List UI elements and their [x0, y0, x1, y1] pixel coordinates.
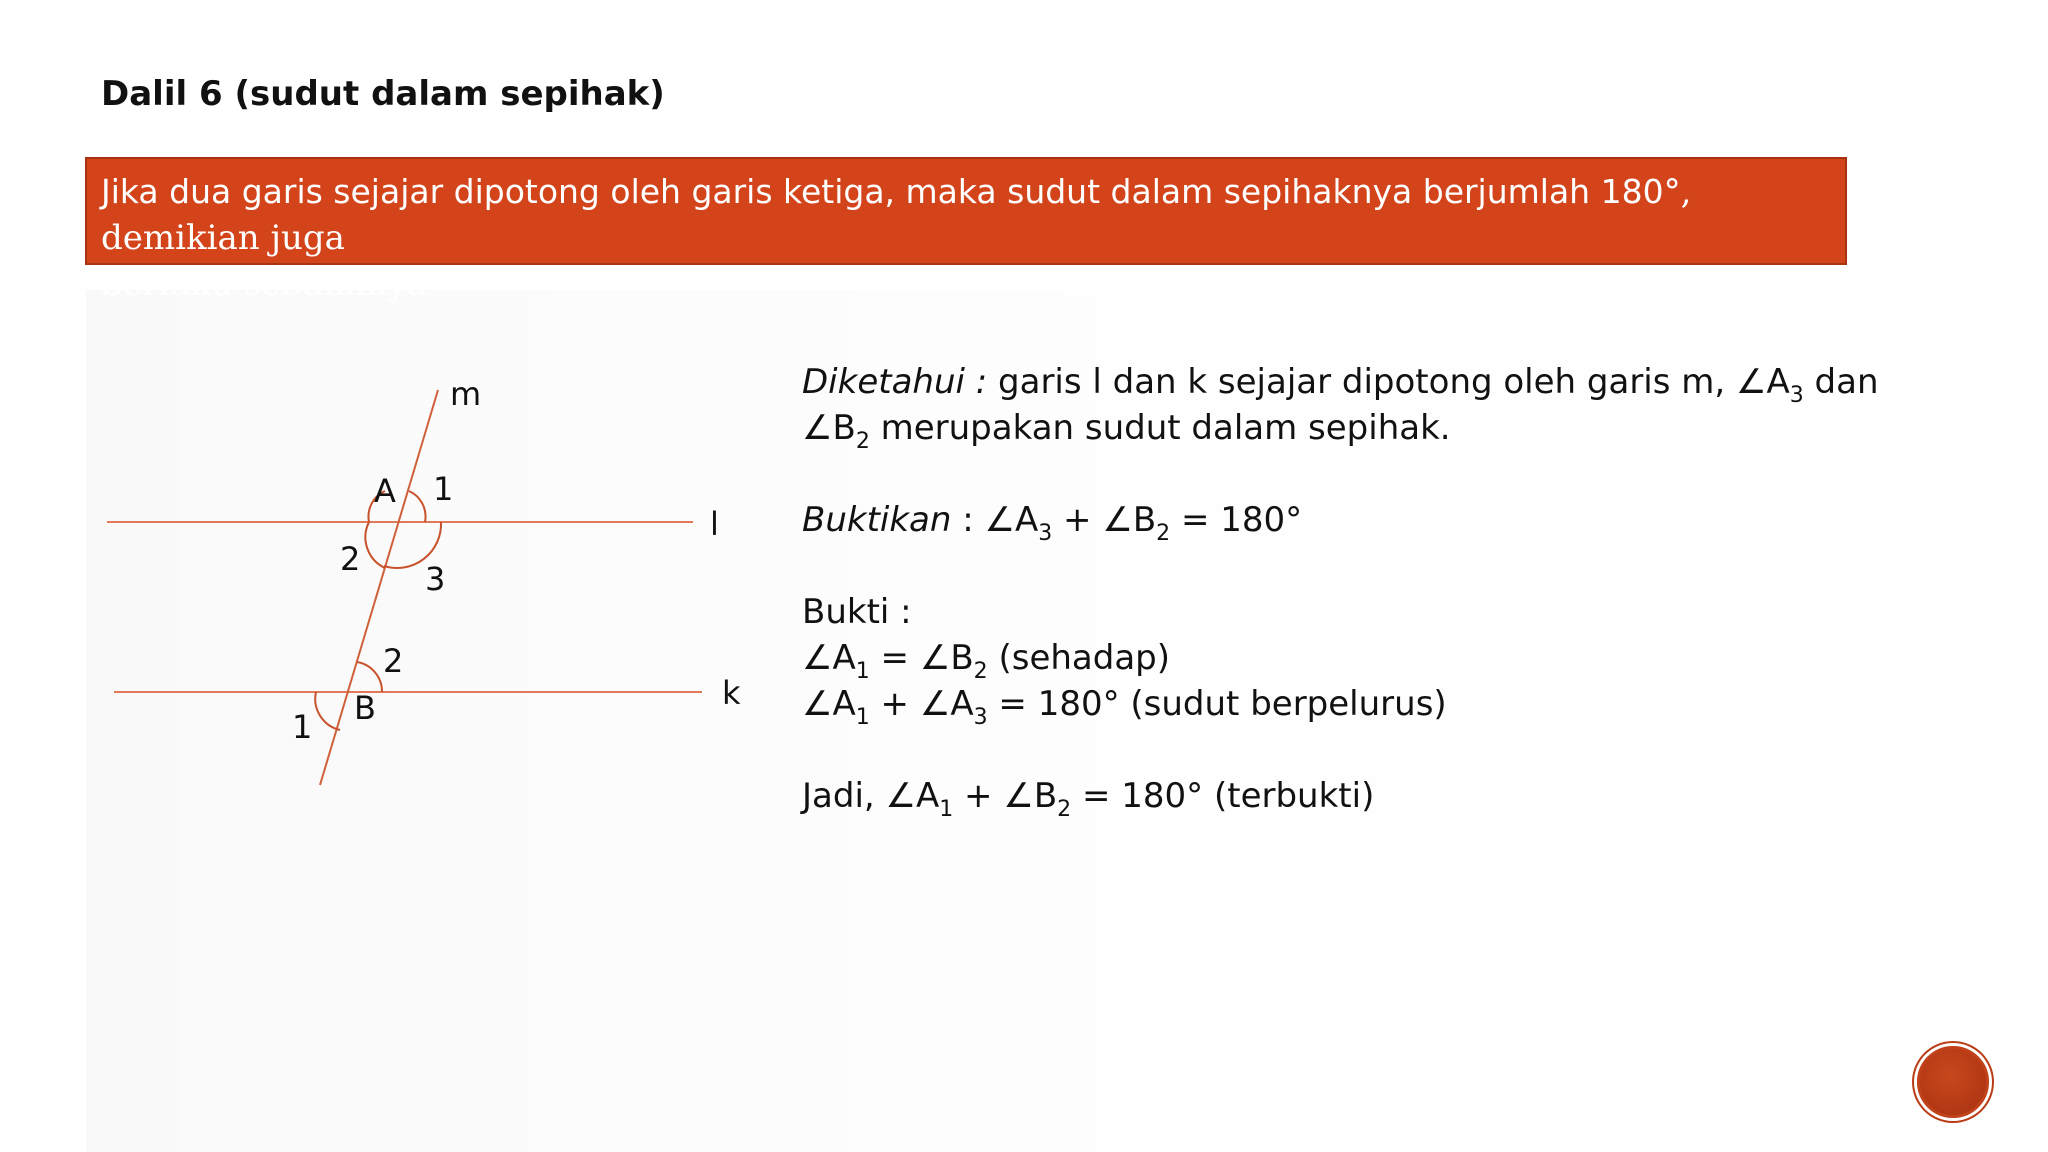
label-point-B: B [354, 689, 376, 727]
conclusion-line: Jadi, $\angle A_1$ + $\angle B_2 = 180^\circ$ (terbukti) [802, 776, 1375, 822]
label-l: l [710, 505, 719, 543]
label-k: k [722, 674, 741, 712]
proof-step-2: $\angle A_1$ + $\angle A_3 = 180^\circ$ (sudut berpelurus) [802, 684, 1447, 730]
theorem-text-tail: , demikian juga [101, 172, 1692, 258]
parallel-lines-figure [0, 0, 760, 820]
given-line-1: Diketahui : garis l dan k sejajar dipotong oleh garis m, $\angle A_3$ dan [802, 362, 1879, 408]
given-line-2: $\angle B_2$ merupakan sudut dalam sepihak. [802, 408, 1451, 454]
given-label: Diketahui : [802, 362, 988, 402]
slide-title: Dalil 6 (sudut dalam sepihak) [101, 74, 665, 114]
theorem-text-main: Jika dua garis sejajar dipotong oleh garis ketiga, maka sudut dalam sepihaknya berjumlah 180 [101, 172, 1664, 211]
arc-angle-B2 [357, 662, 382, 692]
arc-angle-B1 [315, 692, 340, 730]
proof-label: Bukti : [802, 592, 912, 632]
label-angle-B1: 1 [292, 708, 313, 746]
prove-label: Buktikan [802, 500, 952, 540]
prove-line: Buktikan : $\angle A_3$ + $\angle B_2 = 180^\circ$ [802, 500, 1303, 546]
theorem-degree: ° [1663, 172, 1681, 212]
label-m: m [450, 375, 482, 413]
label-angle-B2: 2 [383, 642, 404, 680]
theorem-text-line2: berlaku sebaliknya [101, 264, 427, 304]
label-angle-A1: 1 [433, 470, 454, 508]
proof-step-1: $\angle A_1$ = $\angle B_2$ (sehadap) [802, 638, 1171, 684]
label-angle-A2: 2 [340, 540, 361, 578]
next-slide-icon[interactable] [1917, 1046, 1989, 1118]
transversal-m [320, 390, 438, 785]
label-angle-A3: 3 [425, 560, 446, 598]
label-point-A: A [374, 472, 396, 510]
arc-angle-A1 [409, 491, 426, 522]
